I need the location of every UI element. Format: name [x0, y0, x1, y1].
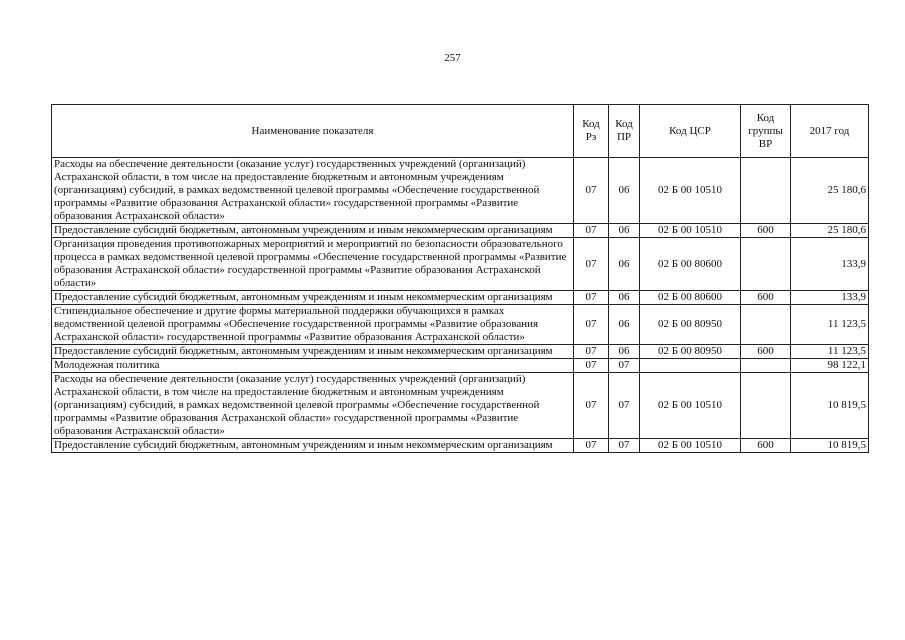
row-name: Организация проведения противопожарных мероприятий и мероприятий по безопасности образовательного процесса в рамках ведомственной целевой программы «Обеспечение государственной программы «Развитие образования Астраханской области» государственной программы «Развитие образования Астраханской области» [52, 238, 574, 291]
row-pr: 06 [609, 305, 640, 345]
row-rz: 07 [574, 158, 609, 224]
row-vr [741, 359, 791, 373]
row-csr: 02 Б 00 10510 [640, 158, 741, 224]
table-row [52, 345, 869, 359]
row-vr [741, 373, 791, 439]
column-header-name: Наименование показателя [52, 105, 574, 158]
column-header-vr: Код группы ВР [741, 105, 791, 158]
row-pr: 07 [609, 359, 640, 373]
row-name: Молодежная политика [52, 359, 574, 373]
row-rz: 07 [574, 291, 609, 305]
row-rz: 07 [574, 359, 609, 373]
row-name: Предоставление субсидий бюджетным, автономным учреждениям и иным некоммерческим организациям [52, 439, 574, 453]
row-pr: 06 [609, 345, 640, 359]
table-header-row [52, 105, 869, 158]
row-csr: 02 Б 00 10510 [640, 439, 741, 453]
table-row [52, 305, 869, 345]
row-name: Расходы на обеспечение деятельности (оказание услуг) государственных учреждений (организаций) Астраханской области, в том числе на предоставление бюджетным и автономным учреждениям (организациям) субсидий, в рамках ведомственной целевой программы «Обеспечение государственной программы «Развитие образования Астраханской области» государственной программы «Развитие образования Астраханской области» [52, 373, 574, 439]
row-rz: 07 [574, 373, 609, 439]
row-name: Расходы на обеспечение деятельности (оказание услуг) государственных учреждений (организаций) Астраханской области, в том числе на предоставление бюджетным и автономным учреждениям (организациям) субсидий, в рамках ведомственной целевой программы «Обеспечение государственной программы «Развитие образования Астраханской области» государственной программы «Развитие образования Астраханской области» [52, 158, 574, 224]
row-amount: 133,9 [791, 291, 869, 305]
row-pr: 06 [609, 238, 640, 291]
table-row [52, 439, 869, 453]
page-number: 257 [444, 52, 461, 64]
row-name: Стипендиальное обеспечение и другие формы материальной поддержки обучающихся в рамках ведомственной целевой программы «Обеспечение государственной программы «Развитие образования Астраханской области» государственной программы «Развитие образования Астраханской области» [52, 305, 574, 345]
row-csr: 02 Б 00 80950 [640, 305, 741, 345]
row-amount: 11 123,5 [791, 305, 869, 345]
row-name: Предоставление субсидий бюджетным, автономным учреждениям и иным некоммерческим организациям [52, 345, 574, 359]
row-name: Предоставление субсидий бюджетным, автономным учреждениям и иным некоммерческим организациям [52, 224, 574, 238]
row-csr: 02 Б 00 80600 [640, 291, 741, 305]
row-amount: 98 122,1 [791, 359, 869, 373]
row-vr [741, 305, 791, 345]
row-vr: 600 [741, 439, 791, 453]
column-header-rz: Код Рз [574, 105, 609, 158]
row-amount: 10 819,5 [791, 439, 869, 453]
row-rz: 07 [574, 439, 609, 453]
row-vr: 600 [741, 291, 791, 305]
budget-table [51, 104, 869, 453]
row-vr: 600 [741, 345, 791, 359]
table-row [52, 373, 869, 439]
row-pr: 07 [609, 373, 640, 439]
row-csr: 02 Б 00 10510 [640, 373, 741, 439]
row-rz: 07 [574, 224, 609, 238]
row-pr: 07 [609, 439, 640, 453]
row-rz: 07 [574, 305, 609, 345]
row-pr: 06 [609, 291, 640, 305]
row-rz: 07 [574, 345, 609, 359]
row-amount: 25 180,6 [791, 158, 869, 224]
row-amount: 11 123,5 [791, 345, 869, 359]
row-vr [741, 238, 791, 291]
row-amount: 25 180,6 [791, 224, 869, 238]
table-row [52, 291, 869, 305]
row-pr: 06 [609, 158, 640, 224]
column-header-pr: Код ПР [609, 105, 640, 158]
row-amount: 133,9 [791, 238, 869, 291]
row-csr: 02 Б 00 80600 [640, 238, 741, 291]
column-header-year: 2017 год [791, 105, 869, 158]
table-row [52, 158, 869, 224]
row-csr: 02 Б 00 80950 [640, 345, 741, 359]
table-row [52, 238, 869, 291]
row-name: Предоставление субсидий бюджетным, автономным учреждениям и иным некоммерческим организациям [52, 291, 574, 305]
row-vr [741, 158, 791, 224]
table-row [52, 359, 869, 373]
table-row [52, 224, 869, 238]
row-amount: 10 819,5 [791, 373, 869, 439]
row-rz: 07 [574, 238, 609, 291]
row-pr: 06 [609, 224, 640, 238]
row-vr: 600 [741, 224, 791, 238]
row-csr: 02 Б 00 10510 [640, 224, 741, 238]
row-csr [640, 359, 741, 373]
column-header-csr: Код ЦСР [640, 105, 741, 158]
